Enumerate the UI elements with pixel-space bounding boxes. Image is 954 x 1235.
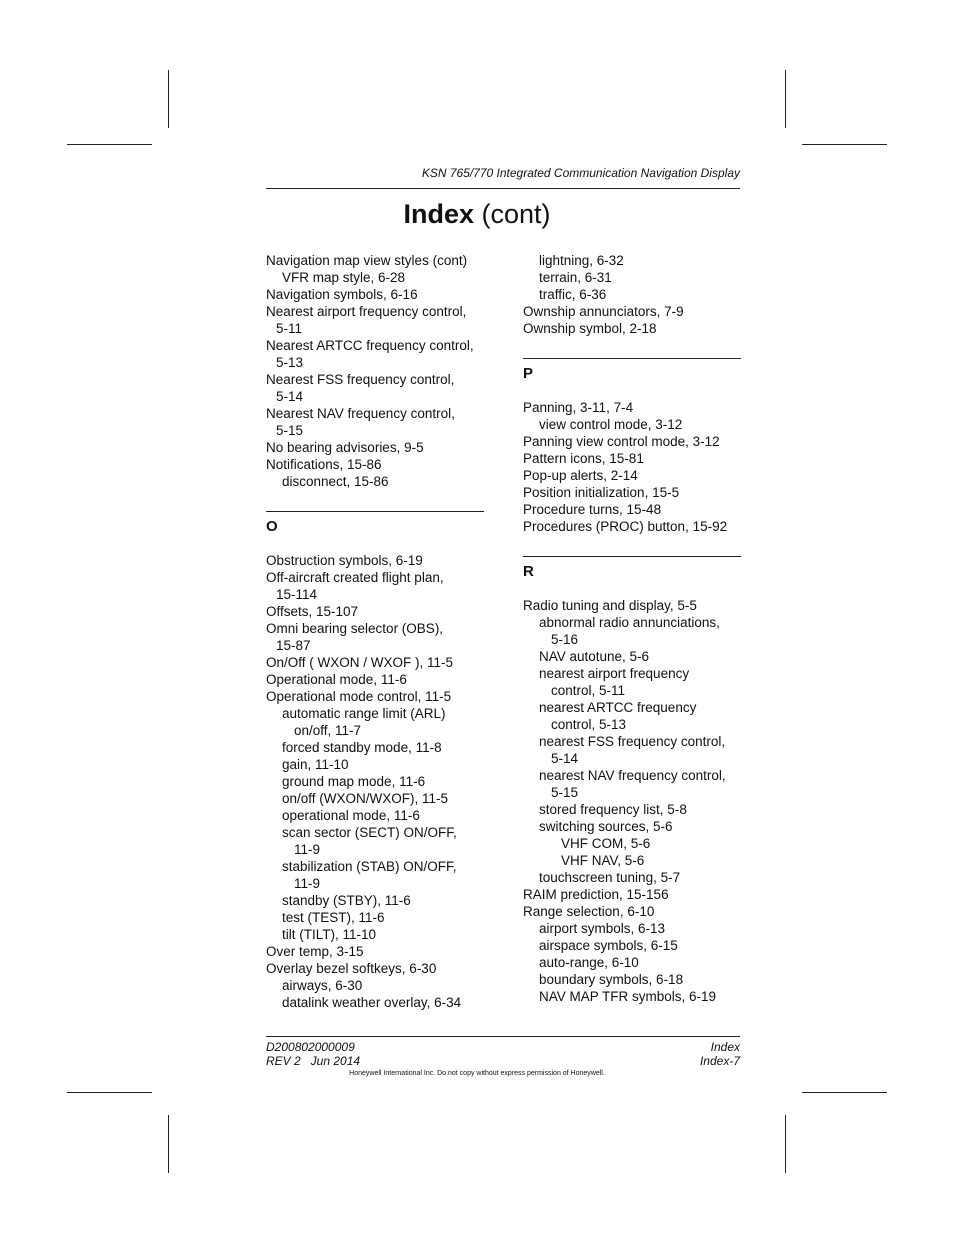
index-entry: traffic, 6-36 (539, 287, 607, 302)
index-entry: Navigation symbols, 6-16 (266, 287, 418, 302)
section-rule (523, 358, 741, 359)
index-entry: automatic range limit (ARL) (282, 706, 446, 721)
index-entry: No bearing advisories, 9-5 (266, 440, 424, 455)
index-entry: Panning, 3-11, 7-4 (523, 400, 634, 415)
index-entry: NAV MAP TFR symbols, 6-19 (539, 989, 717, 1004)
footer-right (700, 1040, 740, 1068)
n-entries (266, 252, 484, 490)
section-letter-r: R (523, 563, 534, 580)
index-entry: Notifications, 15-86 (266, 457, 382, 472)
section-letter-p: P (523, 365, 534, 382)
footer-left (266, 1040, 360, 1068)
index-entry: datalink weather overlay, 6-34 (282, 995, 462, 1010)
index-entry: VHF COM, 5-6 (561, 836, 651, 851)
page-title-bold: Index (403, 199, 474, 229)
index-entry: stabilization (STAB) ON/OFF, (282, 859, 457, 874)
index-entry: control, 5-11 (551, 683, 626, 698)
index-entry: Pop-up alerts, 2-14 (523, 468, 638, 483)
index-entry: On/Off ( WXON / WXOF ), 11-5 (266, 655, 454, 670)
index-entry: nearest FSS frequency control, (539, 734, 726, 749)
index-entry: Nearest NAV frequency control, (266, 406, 455, 421)
copyright-notice: Honeywell International Inc. Do not copy without express permission of Honeywell. (349, 1070, 605, 1077)
index-entry: nearest airport frequency (539, 666, 690, 681)
page-title (0, 199, 954, 230)
footer-rule (266, 1036, 740, 1037)
index-entry: Overlay bezel softkeys, 6-30 (266, 961, 437, 976)
crop-mark (785, 1115, 786, 1173)
index-column-right (523, 252, 741, 1005)
crop-mark (67, 1092, 152, 1093)
index-entry: Range selection, 6-10 (523, 904, 655, 919)
index-entry: Operational mode, 11-6 (266, 672, 407, 687)
index-entry: terrain, 6-31 (539, 270, 612, 285)
index-entry: test (TEST), 11-6 (282, 910, 385, 925)
index-entry: Panning view control mode, 3-12 (523, 434, 720, 449)
index-entry: gain, 11-10 (282, 757, 349, 772)
index-column-left (266, 252, 484, 1011)
crop-mark (802, 1092, 887, 1093)
index-entry: 5-11 (276, 321, 303, 336)
section-letter-o: O (266, 518, 278, 535)
index-entry: lightning, 6-32 (539, 253, 624, 268)
index-entry: Operational mode control, 11-5 (266, 689, 452, 704)
index-entry: Radio tuning and display, 5-5 (523, 598, 697, 613)
index-entry: stored frequency list, 5-8 (539, 802, 687, 817)
index-entry: standby (STBY), 11-6 (282, 893, 411, 908)
section-name: Index (710, 1040, 740, 1054)
index-entry: 11-9 (294, 842, 321, 857)
index-entry: 5-14 (551, 751, 579, 766)
index-entry: auto-range, 6-10 (539, 955, 639, 970)
index-entry: Obstruction symbols, 6-19 (266, 553, 423, 568)
index-entry: operational mode, 11-6 (282, 808, 420, 823)
index-entry: scan sector (SECT) ON/OFF, (282, 825, 457, 840)
index-entry: control, 5-13 (551, 717, 627, 732)
index-entry: Over temp, 3-15 (266, 944, 364, 959)
page-number: Index-7 (699, 1054, 740, 1068)
index-entry: airspace symbols, 6-15 (539, 938, 678, 953)
revision: REV 2 Jun 2014 (266, 1054, 361, 1068)
index-entry: NAV autotune, 5-6 (539, 649, 650, 664)
index-entry: VHF NAV, 5-6 (561, 853, 645, 868)
index-entry: 11-9 (294, 876, 321, 891)
r-entries (523, 597, 741, 1005)
index-entry: 5-13 (276, 355, 304, 370)
index-entry: Nearest airport frequency control, (266, 304, 467, 319)
header-rule (266, 188, 740, 189)
index-entry: Procedure turns, 15-48 (523, 502, 662, 517)
crop-mark (785, 70, 786, 128)
index-entry: 5-15 (276, 423, 304, 438)
index-entry: Omni bearing selector (OBS), (266, 621, 444, 636)
o-entries (266, 552, 484, 1011)
p-entries (523, 399, 741, 535)
index-entry: switching sources, 5-6 (539, 819, 673, 834)
index-entry: boundary symbols, 6-18 (539, 972, 684, 987)
index-entry: Off-aircraft created flight plan, (266, 570, 444, 585)
doc-number: D200802000009 (266, 1040, 355, 1054)
section-rule (523, 556, 741, 557)
index-entry: Navigation map view styles (cont) (266, 253, 468, 268)
index-entry: airways, 6-30 (282, 978, 363, 993)
index-entry: touchscreen tuning, 5-7 (539, 870, 681, 885)
crop-mark (67, 144, 152, 145)
crop-mark (168, 1115, 169, 1173)
o-cont-entries (523, 252, 741, 337)
index-entry: on/off, 11-7 (294, 723, 362, 738)
index-entry: Pattern icons, 15-81 (523, 451, 644, 466)
index-entry: VFR map style, 6-28 (282, 270, 406, 285)
page-title-rest: (cont) (474, 199, 551, 229)
index-entry: 5-15 (551, 785, 579, 800)
index-entry: view control mode, 3-12 (539, 417, 683, 432)
index-entry: airport symbols, 6-13 (539, 921, 666, 936)
index-entry: 15-114 (276, 587, 318, 602)
index-entry: nearest NAV frequency control, (539, 768, 726, 783)
index-entry: RAIM prediction, 15-156 (523, 887, 669, 902)
index-entry: 5-14 (276, 389, 304, 404)
index-entry: 5-16 (551, 632, 579, 647)
section-rule (266, 511, 484, 512)
crop-mark (168, 70, 169, 128)
index-entry: Ownship annunciators, 7-9 (523, 304, 684, 319)
index-entry: forced standby mode, 11-8 (282, 740, 442, 755)
index-entry: nearest ARTCC frequency (539, 700, 697, 715)
index-entry: Nearest ARTCC frequency control, (266, 338, 474, 353)
index-entry: Nearest FSS frequency control, (266, 372, 455, 387)
index-entry: Ownship symbol, 2-18 (523, 321, 657, 336)
index-entry: Position initialization, 15-5 (523, 485, 680, 500)
index-entry: disconnect, 15-86 (282, 474, 389, 489)
index-entry: ground map mode, 11-6 (282, 774, 426, 789)
index-entry: tilt (TILT), 11-10 (282, 927, 377, 942)
crop-mark (802, 144, 887, 145)
index-entry: on/off (WXON/WXOF), 11-5 (282, 791, 449, 806)
index-entry: abnormal radio annunciations, (539, 615, 720, 630)
running-header: KSN 765/770 Integrated Communication Navigation Display (421, 166, 740, 180)
index-entry: Offsets, 15-107 (266, 604, 359, 619)
index-entry: Procedures (PROC) button, 15-92 (523, 519, 728, 534)
index-entry: 15-87 (276, 638, 311, 653)
